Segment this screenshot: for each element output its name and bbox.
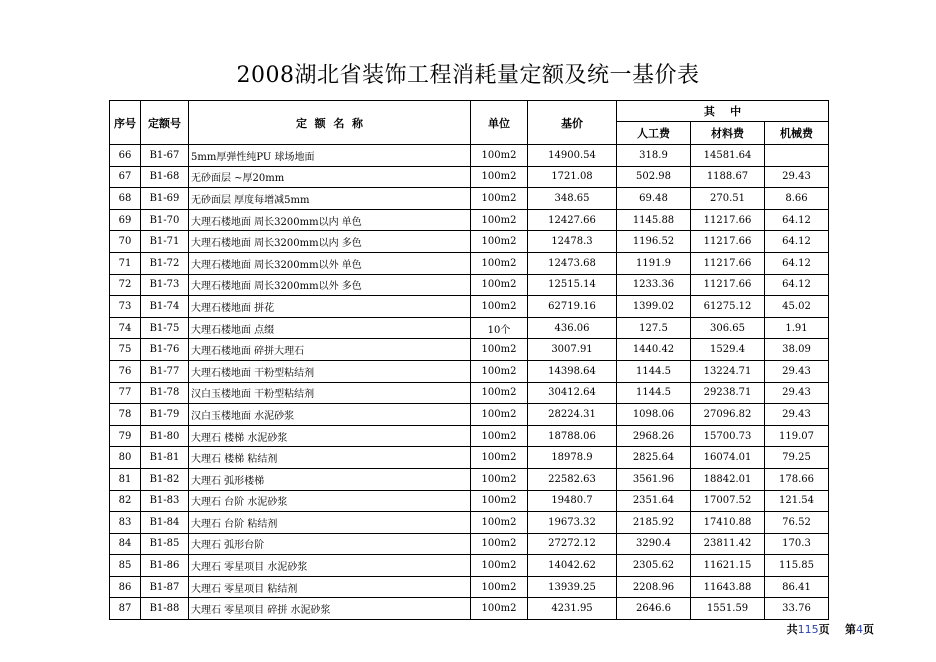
page-footer	[787, 621, 874, 637]
cell-name: 汉白玉楼地面 干粉型粘结剂	[189, 382, 471, 404]
cell-unit: 100m2	[471, 490, 528, 512]
cell-seq: 75	[110, 339, 141, 361]
table-row	[110, 339, 829, 361]
cell-labor: 1196.52	[617, 231, 691, 253]
cell-machine: 45.02	[765, 296, 829, 318]
cell-unit: 100m2	[471, 425, 528, 447]
cell-seq: 80	[110, 447, 141, 469]
table-row	[110, 533, 829, 555]
cell-name: 大理石 弧形台阶	[189, 533, 471, 555]
cell-machine: 79.25	[765, 447, 829, 469]
cell-material: 16074.01	[691, 447, 765, 469]
table-body	[110, 145, 829, 620]
cell-machine: 64.12	[765, 231, 829, 253]
cell-base-price: 14042.62	[528, 555, 617, 577]
cell-base-price: 19480.7	[528, 490, 617, 512]
cell-seq: 74	[110, 317, 141, 339]
cell-unit: 100m2	[471, 188, 528, 210]
cell-labor: 1233.36	[617, 274, 691, 296]
cell-unit: 100m2	[471, 274, 528, 296]
cell-machine: 170.3	[765, 533, 829, 555]
cell-code: B1-87	[141, 576, 189, 598]
cell-name: 大理石楼地面 干粉型粘结剂	[189, 360, 471, 382]
header-group: 其 中	[617, 101, 829, 122]
cell-seq: 82	[110, 490, 141, 512]
cell-labor: 1144.5	[617, 360, 691, 382]
cell-name: 大理石 零星项目 粘结剂	[189, 576, 471, 598]
cell-machine: 64.12	[765, 209, 829, 231]
cell-unit: 100m2	[471, 296, 528, 318]
footer-page-prefix: 第	[845, 623, 856, 636]
table-row	[110, 382, 829, 404]
cell-machine: 33.76	[765, 598, 829, 620]
cell-material: 1188.67	[691, 166, 765, 188]
cell-code: B1-78	[141, 382, 189, 404]
cell-base-price: 19673.32	[528, 512, 617, 534]
cell-seq: 73	[110, 296, 141, 318]
cell-machine: 29.43	[765, 166, 829, 188]
cell-labor: 1191.9	[617, 252, 691, 274]
cell-seq: 67	[110, 166, 141, 188]
table-row	[110, 598, 829, 620]
cell-code: B1-70	[141, 209, 189, 231]
cell-material: 15700.73	[691, 425, 765, 447]
cell-seq: 83	[110, 512, 141, 534]
cell-base-price: 22582.63	[528, 468, 617, 490]
cell-name: 大理石楼地面 点缀	[189, 317, 471, 339]
cell-code: B1-85	[141, 533, 189, 555]
cell-labor: 1144.5	[617, 382, 691, 404]
table-row	[110, 425, 829, 447]
cell-labor: 1145.88	[617, 209, 691, 231]
cell-labor: 127.5	[617, 317, 691, 339]
cell-name: 大理石 楼梯 粘结剂	[189, 447, 471, 469]
cell-material: 18842.01	[691, 468, 765, 490]
cell-material: 11217.66	[691, 209, 765, 231]
cell-machine: 121.54	[765, 490, 829, 512]
cell-labor: 318.9	[617, 145, 691, 167]
cell-unit: 100m2	[471, 468, 528, 490]
header-seq: 序号	[110, 101, 141, 145]
cell-labor: 2351.64	[617, 490, 691, 512]
cell-base-price: 14900.54	[528, 145, 617, 167]
cell-machine: 115.85	[765, 555, 829, 577]
cell-code: B1-72	[141, 252, 189, 274]
cell-machine: 178.66	[765, 468, 829, 490]
cell-name: 大理石 弧形楼梯	[189, 468, 471, 490]
cell-seq: 77	[110, 382, 141, 404]
cell-seq: 78	[110, 404, 141, 426]
cell-base-price: 348.65	[528, 188, 617, 210]
cell-machine	[765, 145, 829, 167]
cell-material: 11643.88	[691, 576, 765, 598]
cell-code: B1-75	[141, 317, 189, 339]
cell-name: 汉白玉楼地面 水泥砂浆	[189, 404, 471, 426]
footer-total-prefix: 共	[786, 623, 798, 636]
table-row	[110, 576, 829, 598]
cell-seq: 72	[110, 274, 141, 296]
cell-labor: 2646.6	[617, 598, 691, 620]
cell-unit: 100m2	[471, 404, 528, 426]
cell-material: 11217.66	[691, 274, 765, 296]
cell-name: 大理石 零星项目 碎拼 水泥砂浆	[189, 598, 471, 620]
cell-base-price: 4231.95	[528, 598, 617, 620]
cell-labor: 2185.92	[617, 512, 691, 534]
cell-name: 大理石楼地面 周长3200mm以内 多色	[189, 231, 471, 253]
header-code: 定额号	[141, 101, 189, 145]
cell-machine: 1.91	[765, 317, 829, 339]
cell-seq: 85	[110, 555, 141, 577]
cell-name: 无砂面层 厚度每增减5mm	[189, 188, 471, 210]
cell-machine: 29.43	[765, 360, 829, 382]
cell-labor: 1098.06	[617, 404, 691, 426]
cell-base-price: 14398.64	[528, 360, 617, 382]
cell-unit: 100m2	[471, 360, 528, 382]
cell-code: B1-73	[141, 274, 189, 296]
cell-seq: 71	[110, 252, 141, 274]
cell-base-price: 436.06	[528, 317, 617, 339]
cell-base-price: 13939.25	[528, 576, 617, 598]
cell-name: 5mm厚弹性纯PU 球场地面	[189, 145, 471, 167]
cell-labor: 2968.26	[617, 425, 691, 447]
cell-machine: 86.41	[765, 576, 829, 598]
cell-code: B1-88	[141, 598, 189, 620]
cell-seq: 86	[110, 576, 141, 598]
cell-labor: 2305.62	[617, 555, 691, 577]
cell-code: B1-83	[141, 490, 189, 512]
cell-labor: 2208.96	[617, 576, 691, 598]
cell-material: 11621.15	[691, 555, 765, 577]
cell-unit: 100m2	[471, 533, 528, 555]
cell-machine: 76.52	[765, 512, 829, 534]
cell-base-price: 62719.16	[528, 296, 617, 318]
table-row	[110, 231, 829, 253]
footer-page-number: 4	[856, 623, 863, 636]
cell-code: B1-86	[141, 555, 189, 577]
cell-material: 29238.71	[691, 382, 765, 404]
cell-unit: 100m2	[471, 252, 528, 274]
cell-code: B1-79	[141, 404, 189, 426]
table-row	[110, 555, 829, 577]
cell-labor: 3290.4	[617, 533, 691, 555]
cell-seq: 70	[110, 231, 141, 253]
cell-name: 大理石楼地面 周长3200mm以内 单色	[189, 209, 471, 231]
table-row	[110, 490, 829, 512]
cell-machine: 119.07	[765, 425, 829, 447]
cell-base-price: 12478.3	[528, 231, 617, 253]
cell-machine: 38.09	[765, 339, 829, 361]
cell-material: 11217.66	[691, 231, 765, 253]
cell-base-price: 18978.9	[528, 447, 617, 469]
header-material: 材料费	[691, 122, 765, 145]
cell-seq: 84	[110, 533, 141, 555]
cell-material: 17410.88	[691, 512, 765, 534]
header-name: 定 额 名 称	[189, 101, 471, 145]
cell-seq: 87	[110, 598, 141, 620]
cell-labor: 502.98	[617, 166, 691, 188]
cell-code: B1-80	[141, 425, 189, 447]
cell-name: 大理石 台阶 粘结剂	[189, 512, 471, 534]
cell-unit: 100m2	[471, 382, 528, 404]
cell-unit: 100m2	[471, 339, 528, 361]
cell-base-price: 12473.68	[528, 252, 617, 274]
cell-name: 大理石楼地面 拼花	[189, 296, 471, 318]
cell-seq: 66	[110, 145, 141, 167]
footer-total-pages: 115	[797, 623, 819, 636]
cell-name: 大理石楼地面 周长3200mm以外 单色	[189, 252, 471, 274]
cell-seq: 81	[110, 468, 141, 490]
cell-material: 27096.82	[691, 404, 765, 426]
cell-seq: 68	[110, 188, 141, 210]
cell-machine: 64.12	[765, 274, 829, 296]
cell-machine: 8.66	[765, 188, 829, 210]
cell-name: 大理石 楼梯 水泥砂浆	[189, 425, 471, 447]
header-base-price: 基价	[528, 101, 617, 145]
table-row	[110, 447, 829, 469]
cell-material: 1529.4	[691, 339, 765, 361]
cell-unit: 100m2	[471, 231, 528, 253]
cell-machine: 29.43	[765, 382, 829, 404]
cell-unit: 100m2	[471, 512, 528, 534]
cell-base-price: 18788.06	[528, 425, 617, 447]
cell-code: B1-74	[141, 296, 189, 318]
table-row	[110, 166, 829, 188]
cell-code: B1-81	[141, 447, 189, 469]
cell-material: 61275.12	[691, 296, 765, 318]
cell-name: 大理石 台阶 水泥砂浆	[189, 490, 471, 512]
cell-code: B1-71	[141, 231, 189, 253]
cell-code: B1-76	[141, 339, 189, 361]
cell-name: 无砂面层 ~厚20mm	[189, 166, 471, 188]
page-title: 2008湖北省装饰工程消耗量定额及统一基价表	[236, 63, 700, 88]
table-row	[110, 296, 829, 318]
cell-labor: 2825.64	[617, 447, 691, 469]
cell-base-price: 12515.14	[528, 274, 617, 296]
cell-code: B1-69	[141, 188, 189, 210]
cell-unit: 100m2	[471, 576, 528, 598]
cell-material: 17007.52	[691, 490, 765, 512]
table-row	[110, 317, 829, 339]
cell-material: 270.51	[691, 188, 765, 210]
cell-machine: 64.12	[765, 252, 829, 274]
cell-name: 大理石楼地面 碎拼大理石	[189, 339, 471, 361]
header-labor: 人工费	[617, 122, 691, 145]
table-row	[110, 145, 829, 167]
cell-material: 11217.66	[691, 252, 765, 274]
cell-unit: 100m2	[471, 209, 528, 231]
cell-material: 23811.42	[691, 533, 765, 555]
cell-unit: 100m2	[471, 145, 528, 167]
cell-material: 14581.64	[691, 145, 765, 167]
cell-name: 大理石楼地面 周长3200mm以外 多色	[189, 274, 471, 296]
header-unit: 单位	[471, 101, 528, 145]
cell-labor: 1440.42	[617, 339, 691, 361]
cell-unit: 100m2	[471, 447, 528, 469]
cell-base-price: 27272.12	[528, 533, 617, 555]
cell-unit: 100m2	[471, 598, 528, 620]
cell-base-price: 12427.66	[528, 209, 617, 231]
header-machine: 机械费	[765, 122, 829, 145]
cell-code: B1-68	[141, 166, 189, 188]
cell-base-price: 30412.64	[528, 382, 617, 404]
cell-machine: 29.43	[765, 404, 829, 426]
cell-base-price: 1721.08	[528, 166, 617, 188]
table-row	[110, 252, 829, 274]
table-row	[110, 404, 829, 426]
cell-seq: 76	[110, 360, 141, 382]
cell-unit: 100m2	[471, 555, 528, 577]
price-table	[109, 100, 829, 620]
cell-labor: 3561.96	[617, 468, 691, 490]
table-row	[110, 188, 829, 210]
cell-material: 1551.59	[691, 598, 765, 620]
cell-code: B1-84	[141, 512, 189, 534]
cell-unit: 100m2	[471, 166, 528, 188]
cell-unit: 10个	[471, 317, 528, 339]
cell-seq: 79	[110, 425, 141, 447]
footer-total-suffix: 页	[818, 623, 830, 636]
cell-material: 306.65	[691, 317, 765, 339]
table-row	[110, 209, 829, 231]
cell-labor: 69.48	[617, 188, 691, 210]
table-row	[110, 360, 829, 382]
cell-material: 13224.71	[691, 360, 765, 382]
cell-base-price: 28224.31	[528, 404, 617, 426]
cell-code: B1-67	[141, 145, 189, 167]
cell-seq: 69	[110, 209, 141, 231]
table-row	[110, 274, 829, 296]
cell-code: B1-77	[141, 360, 189, 382]
cell-name: 大理石 零星项目 水泥砂浆	[189, 555, 471, 577]
table-row	[110, 512, 829, 534]
table-row	[110, 468, 829, 490]
footer-page-suffix: 页	[863, 623, 874, 636]
cell-labor: 1399.02	[617, 296, 691, 318]
cell-code: B1-82	[141, 468, 189, 490]
cell-base-price: 3007.91	[528, 339, 617, 361]
